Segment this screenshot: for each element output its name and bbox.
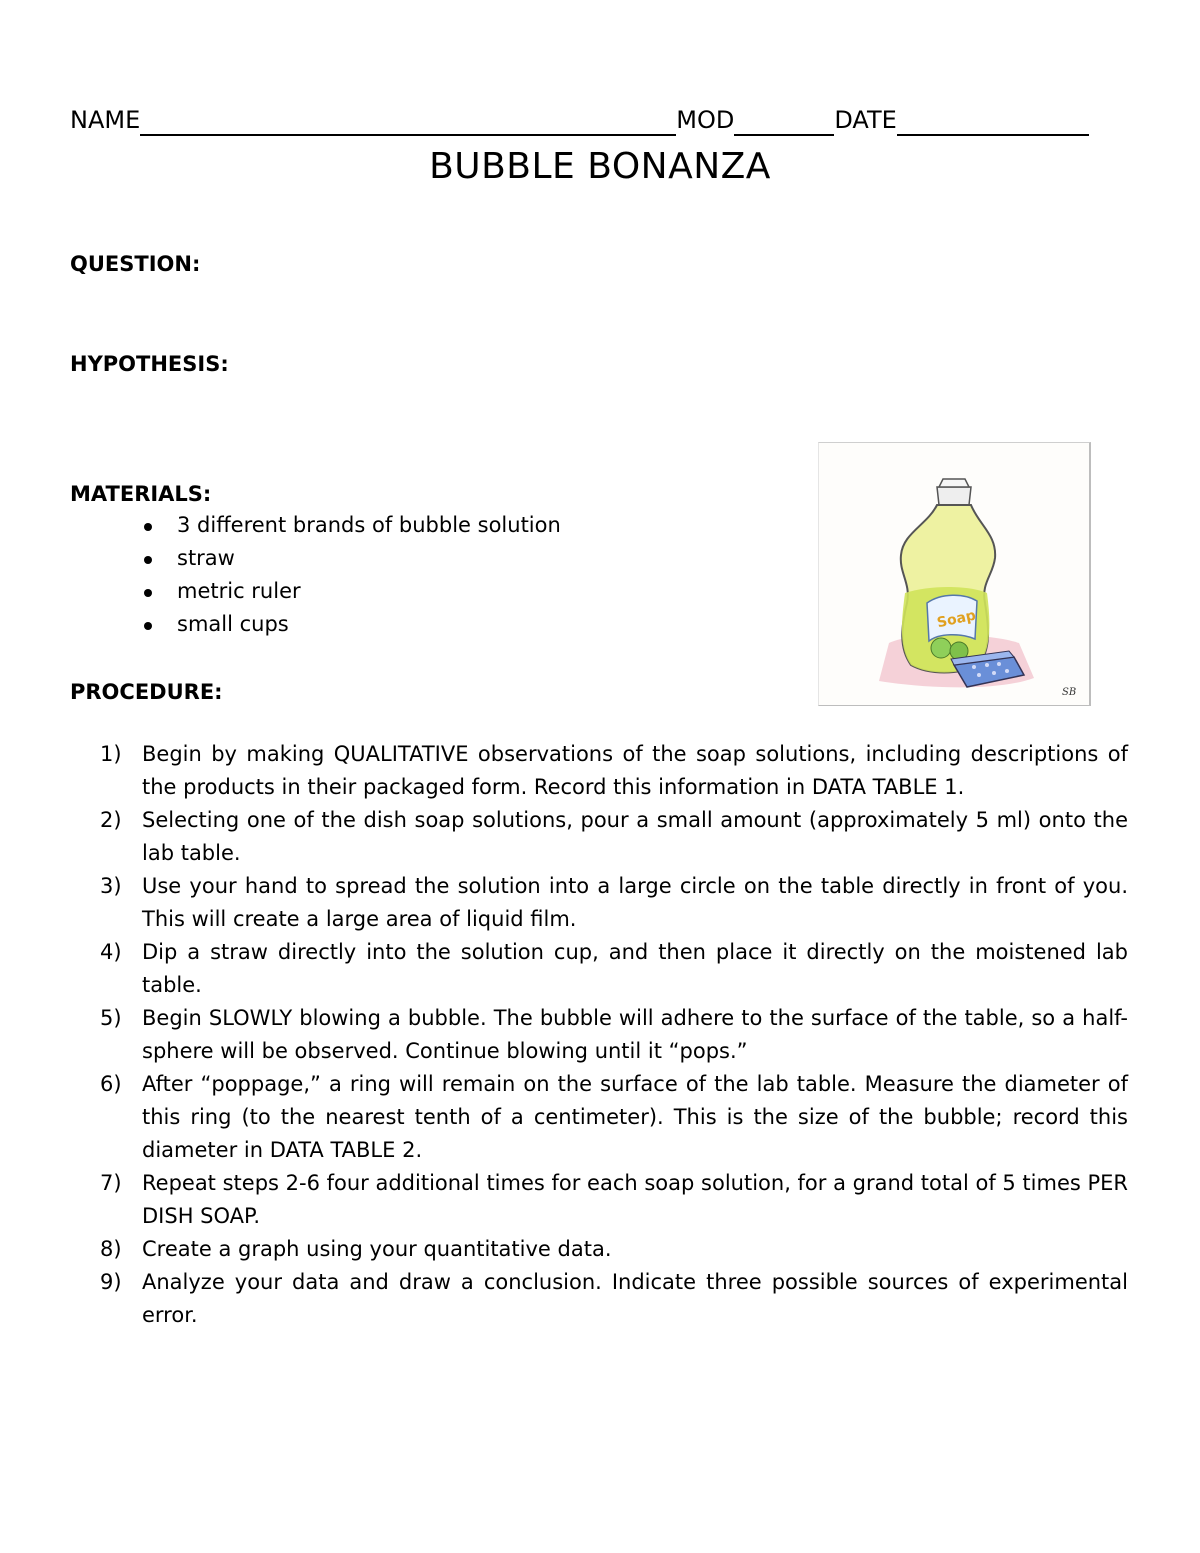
step-number: 2): [100, 808, 122, 832]
procedure-step: [100, 936, 1128, 1002]
question-label: QUESTION:: [70, 252, 201, 276]
date-label: DATE: [834, 106, 897, 134]
step-text: Dip a straw directly into the solution cup, and then place it directly on the moistened lab table.: [142, 940, 1128, 997]
procedure-step: [100, 1068, 1128, 1167]
materials-item: small cups: [140, 609, 561, 642]
step-number: 8): [100, 1237, 122, 1261]
hypothesis-label: HYPOTHESIS:: [70, 352, 229, 376]
step-text: Create a graph using your quantitative data.: [142, 1237, 612, 1261]
bottle-label-text: Soap: [935, 607, 978, 632]
step-text: Selecting one of the dish soap solutions, pour a small amount (approximately 5 ml) onto the lab table.: [142, 808, 1128, 865]
apple-icon: [931, 638, 951, 658]
bottle-cap-top: [939, 479, 969, 487]
materials-item: metric ruler: [140, 576, 561, 609]
date-blank: [897, 108, 1089, 136]
bottle-cap: [937, 487, 971, 505]
header-line: [70, 104, 1130, 136]
step-text: Begin by making QUALITATIVE observations of the soap solutions, including descriptions of the products in their packaged form. Record this information in DATA TABLE 1.: [142, 742, 1128, 799]
procedure-step: [100, 1167, 1128, 1233]
step-number: 4): [100, 940, 122, 964]
step-text: Analyze your data and draw a conclusion. Indicate three possible sources of experimental error.: [142, 1270, 1128, 1327]
step-text: Begin SLOWLY blowing a bubble. The bubble will adhere to the surface of the table, so a half-sphere will be observed. Continue blowing until it “pops.”: [142, 1006, 1128, 1063]
procedure-label: PROCEDURE:: [70, 680, 223, 704]
materials-item: 3 different brands of bubble solution: [140, 510, 561, 543]
procedure-step: [100, 1233, 1128, 1266]
step-text: Use your hand to spread the solution into a large circle on the table directly in front of you. This will create a large area of liquid film.: [142, 874, 1128, 931]
procedure-step: [100, 1002, 1128, 1068]
artist-signature: SB: [1062, 687, 1077, 698]
procedure-step: [100, 1266, 1128, 1332]
soap-bottle-drawing: [819, 443, 1087, 703]
step-number: 9): [100, 1270, 122, 1294]
step-text: Repeat steps 2-6 four additional times for each soap solution, for a grand total of 5 times PER DISH SOAP.: [142, 1171, 1129, 1228]
step-number: 5): [100, 1006, 122, 1030]
mod-blank: [734, 108, 834, 136]
procedure-list: [100, 738, 1128, 1332]
materials-label: MATERIALS:: [70, 482, 212, 506]
step-number: 1): [100, 742, 122, 766]
procedure-step: [100, 870, 1128, 936]
name-label: NAME: [70, 106, 141, 134]
step-number: 3): [100, 874, 122, 898]
name-blank: [140, 108, 676, 136]
materials-item: straw: [140, 543, 561, 576]
soap-bottle-illustration: [818, 442, 1091, 706]
materials-list: [140, 510, 561, 642]
procedure-step: [100, 804, 1128, 870]
step-text: After “poppage,” a ring will remain on the surface of the lab table. Measure the diameter of this ring (to the nearest tenth of a centimeter). This is the size of the bubble; record this diameter in DATA TABLE 2.: [142, 1072, 1128, 1162]
step-number: 7): [100, 1171, 122, 1195]
mod-label: MOD: [676, 106, 735, 134]
procedure-step: [100, 738, 1128, 804]
step-number: 6): [100, 1072, 122, 1096]
page-title: BUBBLE BONANZA: [429, 146, 771, 187]
